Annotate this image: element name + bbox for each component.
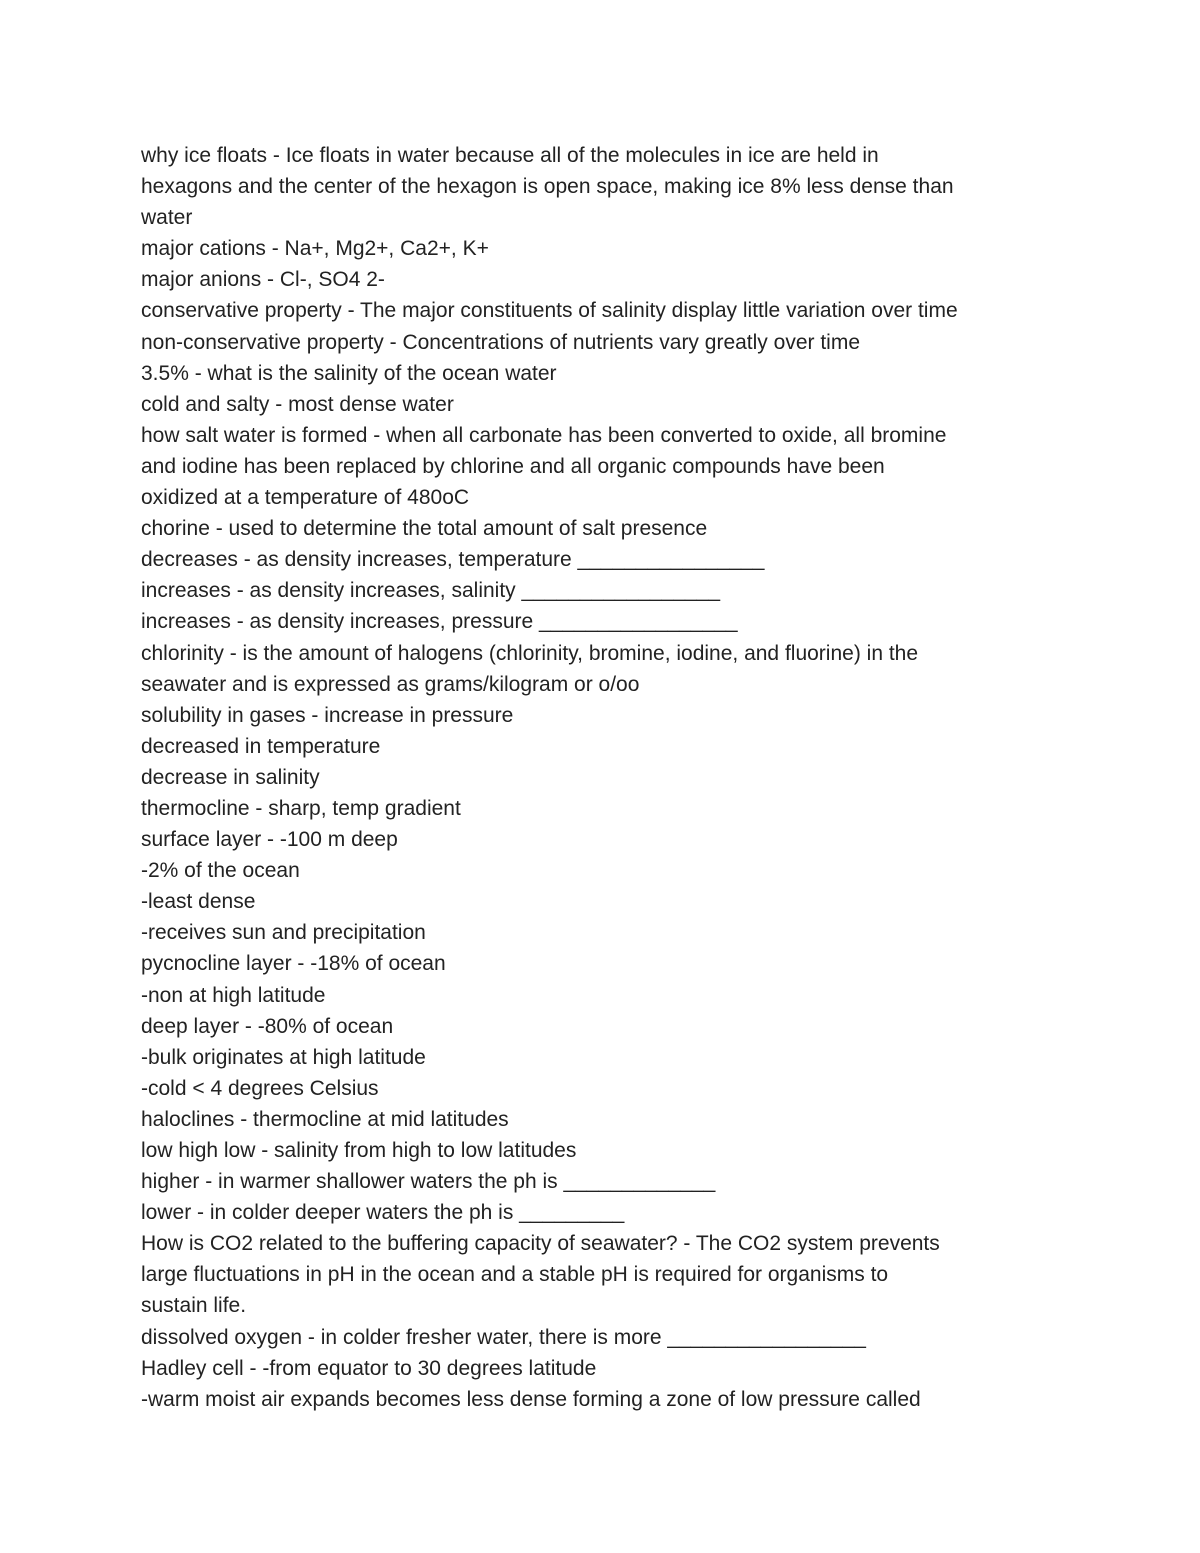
text-line: major anions - Cl-, SO4 2- (141, 268, 385, 292)
text-line: increases - as density increases, pressure _________________ (141, 610, 738, 634)
text-line: water (141, 206, 193, 230)
text-line: How is CO2 related to the buffering capacity of seawater? - The CO2 system prevents (141, 1232, 940, 1256)
text-line: pycnocline layer - -18% of ocean (141, 952, 446, 976)
text-line: -non at high latitude (141, 983, 326, 1007)
text-line: Hadley cell - -from equator to 30 degrees latitude (141, 1356, 597, 1380)
text-line: decrease in salinity (141, 765, 320, 789)
text-line: decreased in temperature (141, 734, 381, 758)
text-line: sustain life. (141, 1294, 247, 1318)
text-line: cold and salty - most dense water (141, 392, 454, 416)
text-line: solubility in gases - increase in pressure (141, 703, 514, 727)
text-line: and iodine has been replaced by chlorine and all organic compounds have been (141, 454, 885, 478)
text-line: thermocline - sharp, temp gradient (141, 796, 461, 820)
text-line: 3.5% - what is the salinity of the ocean water (141, 361, 557, 385)
text-line: how salt water is formed - when all carbonate has been converted to oxide, all bromine (141, 423, 947, 447)
text-line: large fluctuations in pH in the ocean and a stable pH is required for organisms to (141, 1263, 889, 1287)
text-line: low high low - salinity from high to low latitudes (141, 1139, 577, 1162)
text-line: -receives sun and precipitation (141, 921, 426, 945)
text-line: dissolved oxygen - in colder fresher water, there is more _________________ (141, 1325, 866, 1349)
text-line: -cold < 4 degrees Celsius (141, 1076, 379, 1100)
text-line: haloclines - thermocline at mid latitudes (141, 1107, 509, 1131)
document-page (141, 140, 1071, 1415)
text-line: decreases - as density increases, temperature ________________ (141, 548, 765, 572)
text-line: higher - in warmer shallower waters the ph is _____________ (141, 1170, 716, 1194)
text-line: surface layer - -100 m deep (141, 828, 398, 852)
text-line: major cations - Na+, Mg2+, Ca2+, K+ (141, 237, 489, 261)
text-line: deep layer - -80% of ocean (141, 1014, 394, 1038)
text-line: -least dense (141, 890, 256, 914)
text-line: why ice floats - Ice floats in water because all of the molecules in ice are held in (141, 144, 879, 167)
text-line: seawater and is expressed as grams/kilogram or o/oo (141, 672, 640, 696)
text-line: chorine - used to determine the total amount of salt presence (141, 517, 708, 541)
text-line: chlorinity - is the amount of halogens (chlorinity, bromine, iodine, and fluorine) in the (141, 641, 919, 665)
text-line: conservative property - The major constituents of salinity display little variation over time (141, 299, 958, 323)
text-line: oxidized at a temperature of 480oC (141, 486, 470, 510)
text-line: increases - as density increases, salinity _________________ (141, 579, 721, 603)
text-line: -warm moist air expands becomes less dense forming a zone of low pressure called (141, 1387, 921, 1411)
text-line: -2% of the ocean (141, 859, 300, 883)
text-line: hexagons and the center of the hexagon is open space, making ice 8% less dense than (141, 175, 954, 199)
text-line: lower - in colder deeper waters the ph is _________ (141, 1201, 625, 1225)
text-line: non-conservative property - Concentrations of nutrients vary greatly over time (141, 330, 860, 354)
text-line: -bulk originates at high latitude (141, 1045, 426, 1069)
